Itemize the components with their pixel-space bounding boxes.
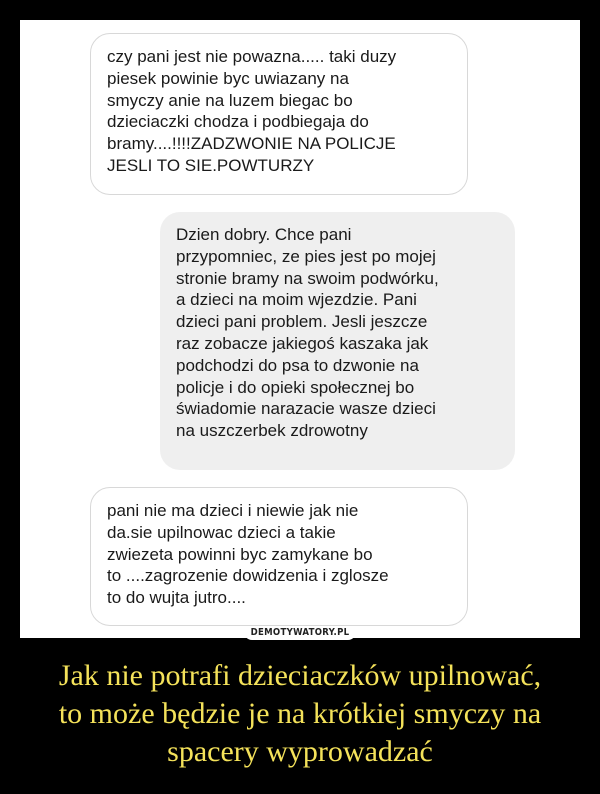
message-line: czy pani jest nie powazna..... taki duzy bbox=[107, 47, 397, 66]
message-bubble-incoming bbox=[90, 487, 468, 626]
message-line: policje i do opieki społecznej bo bbox=[176, 377, 415, 397]
caption-line: spacery wyprowadzać bbox=[167, 735, 433, 768]
message-line: da.sie upilnowac dzieci a takie bbox=[107, 522, 336, 542]
message-bubble-incoming bbox=[90, 33, 468, 195]
meme-caption bbox=[0, 657, 600, 771]
watermark-logo: DEMOTYWATORY.PL bbox=[244, 626, 356, 640]
message-line: pani nie ma dzieci i niewie jak nie bbox=[107, 501, 359, 520]
message-line: na uszczerbek zdrowotny bbox=[176, 421, 368, 441]
message-line: dzieci pani problem. Jesli jeszcze bbox=[176, 312, 428, 332]
message-line: to do wujta jutro.... bbox=[107, 588, 246, 608]
caption-line: Jak nie potrafi dzieciaczków upilnować, bbox=[58, 659, 542, 692]
caption-line: to może będzie je na krótkiej smyczy na bbox=[58, 697, 542, 730]
message-line: piesek powinie byc uwiazany na bbox=[107, 68, 349, 88]
message-line: dzieciaczki chodza i podbiegaja do bbox=[107, 112, 369, 132]
message-line: raz zobacze jakiegoś kaszaka jak bbox=[176, 333, 429, 353]
meme-image bbox=[20, 20, 580, 638]
message-line: stronie bramy na swoim podwórku, bbox=[176, 268, 439, 288]
message-line: Dzien dobry. Chce pani bbox=[176, 225, 352, 244]
message-line: a dzieci na moim wjezdzie. Pani bbox=[176, 290, 417, 310]
message-bubble-outgoing bbox=[160, 212, 515, 470]
message-line: zwiezeta powinni byc zamykane bo bbox=[107, 544, 373, 564]
message-line: bramy....!!!!ZADZWONIE NA POLICJE bbox=[107, 134, 396, 154]
message-line: smyczy anie na luzem biegac bo bbox=[107, 90, 353, 110]
message-line: podchodzi do psa to dzwonie na bbox=[176, 355, 419, 375]
message-line: JESLI TO SIE.POWTURZY bbox=[107, 155, 315, 175]
message-line: przypomniec, ze pies jest po mojej bbox=[176, 246, 436, 266]
message-line: świadomie narazacie wasze dzieci bbox=[176, 399, 436, 419]
message-line: to ....zagrozenie dowidzenia i zglosze bbox=[107, 566, 389, 586]
